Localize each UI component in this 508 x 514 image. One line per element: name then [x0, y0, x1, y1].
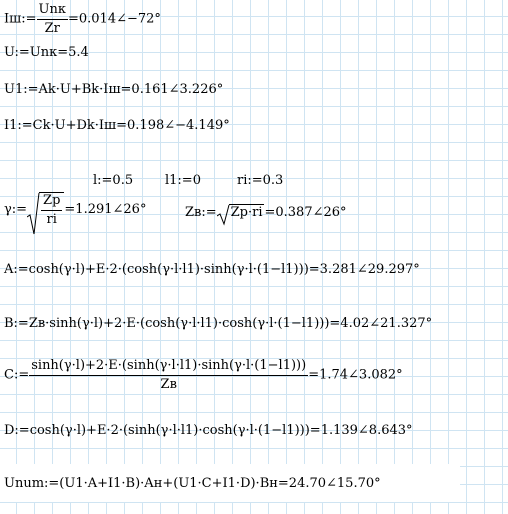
c-numerator: sinh(γ·l)+2·E·(sinh(γ·l·l1)·sinh(γ·l·(1−l1))): [29, 358, 308, 376]
equation-a[interactable]: A:=cosh(γ·l)+E·2·(cosh(γ·l·l1)·sinh(γ·l·(1−l1)))=3.281∠29.297°: [4, 262, 420, 277]
equation-c[interactable]: [4, 358, 403, 392]
equation-zv[interactable]: [185, 204, 347, 221]
equation-d[interactable]: D:=cosh(γ·l)+E·2·(sinh(γ·l·l1)·cosh(γ·l·(1−l1)))=1.139∠8.643°: [4, 423, 413, 438]
c-result: =1.74∠3.082°: [308, 367, 403, 383]
equation-b[interactable]: B:=Zв·sinh(γ·l)+2·E·(cosh(γ·l·l1)·cosh(γ·l·(1−l1)))=4.02∠21.327°: [4, 316, 433, 331]
equation-unum[interactable]: Unum:=(U1·A+I1·B)·Aн+(U1·C+I1·D)·Bн=24.70∠15.70°: [4, 476, 381, 491]
gamma-numerator: Zp: [41, 193, 62, 211]
equation-i1[interactable]: I1:=Ck·U+Dk·Iш=0.198∠−4.149°: [4, 118, 230, 133]
ish-fraction: [37, 2, 68, 36]
gamma-denominator: ri: [46, 211, 57, 227]
equation-gamma[interactable]: [4, 192, 146, 227]
ish-numerator: Unк: [37, 2, 68, 20]
c-denominator: Zв: [160, 376, 177, 392]
equation-u[interactable]: U:=Unк=5.4: [4, 45, 89, 60]
ish-denominator: Zr: [44, 20, 60, 36]
param-l1[interactable]: l1:=0: [165, 173, 201, 188]
gamma-lhs: γ:=: [4, 202, 28, 218]
zv-result: =0.387∠26°: [264, 204, 347, 220]
zv-sqrt: [217, 204, 265, 221]
zv-lhs: Zв:=: [185, 204, 217, 220]
zv-radicand: Zp·ri: [230, 205, 263, 220]
c-lhs: C:=: [4, 367, 30, 383]
ish-result: =0.014∠−72°: [67, 11, 161, 27]
gamma-sqrt: [27, 192, 64, 227]
c-fraction: [29, 358, 308, 392]
ish-lhs: Iш: [4, 11, 22, 27]
equation-u1[interactable]: U1:=Ak·U+Bk·Iш=0.161∠3.226°: [4, 82, 224, 97]
gamma-fraction: [39, 192, 64, 227]
param-ri[interactable]: ri:=0.3: [237, 173, 284, 188]
param-l[interactable]: l:=0.5: [93, 173, 134, 188]
equation-ish[interactable]: Iш:= $\frac{\text{Unк}}{Zr}$ =0.014∠−72°: [4, 2, 161, 36]
gamma-result: =1.291∠26°: [64, 202, 147, 218]
